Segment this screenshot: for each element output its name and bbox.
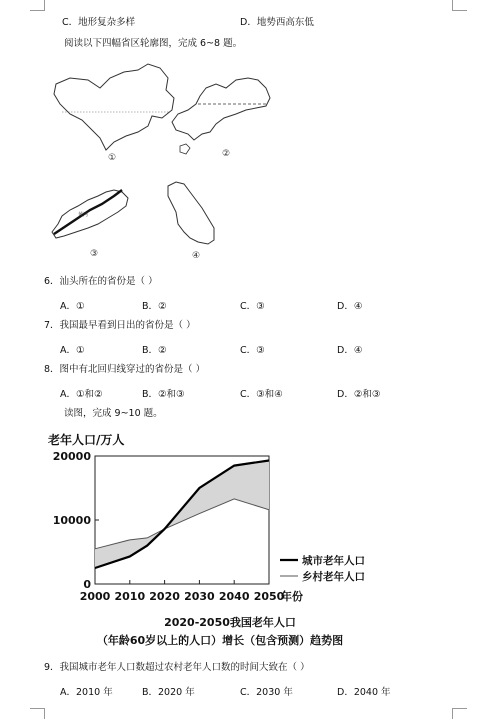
prev-option-c[interactable]: C．地形复杂多样 <box>62 17 136 28</box>
question-9-option-a[interactable]: A．2010 年 <box>60 687 113 698</box>
province-maps <box>48 60 288 265</box>
question-8-stem: 8．图中有北回归线穿过的省份是（ ） <box>44 364 206 375</box>
map-label-1: ① <box>108 153 117 163</box>
question-6-stem: 6．汕头所在的省份是（ ） <box>44 276 158 287</box>
prev-option-d[interactable]: D．地势西高东低 <box>240 17 314 28</box>
province-outline-3 <box>52 190 128 238</box>
question-7-stem: 7．我国最早看到日出的省份是（ ） <box>44 320 196 331</box>
question-6-option-c[interactable]: C．③ <box>240 301 265 312</box>
map-label-4: ④ <box>192 251 201 261</box>
map-label-2: ② <box>222 149 231 159</box>
y-tick-label: 0 <box>83 578 91 591</box>
corner-mark-top-left <box>30 0 45 11</box>
x-tick-label: 2010 <box>114 590 146 603</box>
x-tick-label: 2000 <box>79 590 111 603</box>
x-tick-label: 2030 <box>184 590 215 603</box>
question-8-option-b[interactable]: B．②和③ <box>142 389 185 400</box>
legend-label-urban: 城市老年人口 <box>302 555 365 567</box>
maps-instruction: 阅读以下四幅省区轮廓图，完成 6~8 题。 <box>64 38 243 49</box>
x-tick-label: 2020 <box>149 590 180 603</box>
corner-mark-bottom-right <box>452 708 467 719</box>
question-9-option-c[interactable]: C．2030 年 <box>240 687 293 698</box>
question-7-option-a[interactable]: A．① <box>60 345 85 356</box>
y-tick-label: 10000 <box>52 514 91 527</box>
series-gap-fill <box>95 460 269 568</box>
question-6-option-a[interactable]: A．① <box>60 301 85 312</box>
question-6-option-d[interactable]: D．④ <box>337 301 363 312</box>
question-9-option-b[interactable]: B．2020 年 <box>142 687 195 698</box>
caption-line-2: （年龄60岁以上的人口）增长（包含预测）趋势图 <box>96 634 344 647</box>
question-8-option-c[interactable]: C．③和④ <box>240 389 283 400</box>
question-8-option-a[interactable]: A．①和② <box>60 389 103 400</box>
caption-line-1: 2020-2050我国老年人口 <box>164 616 296 629</box>
legend-label-rural: 乡村老年人口 <box>302 571 365 583</box>
series-line-rural <box>95 499 269 549</box>
chart-instruction: 读图，完成 9~10 题。 <box>64 408 163 419</box>
y-tick-label: 20000 <box>52 450 91 463</box>
question-8-option-d[interactable]: D．②和③ <box>337 389 381 400</box>
x-axis-label: 年份 <box>281 590 303 603</box>
province-outline-2 <box>172 78 270 140</box>
x-tick-label: 2050 <box>253 590 285 603</box>
map-label-3: ③ <box>90 249 99 259</box>
question-7-option-d[interactable]: D．④ <box>337 345 363 356</box>
corner-mark-top-right <box>452 0 467 11</box>
island-2 <box>180 144 190 154</box>
river-label-3: 黄河 <box>78 212 89 218</box>
question-7-option-c[interactable]: C．③ <box>240 345 265 356</box>
province-outline-4 <box>168 182 214 244</box>
x-tick-label: 2040 <box>218 590 250 603</box>
question-6-option-b[interactable]: B．② <box>142 301 167 312</box>
question-9-option-d[interactable]: D．2040 年 <box>337 687 391 698</box>
question-9-stem: 9．我国城市老年人口数超过农村老年人口数的时间大致在（ ） <box>44 662 310 673</box>
question-7-option-b[interactable]: B．② <box>142 345 167 356</box>
y-axis-label: 老年人口/万人 <box>48 433 125 447</box>
elderly-population-chart <box>40 428 440 650</box>
corner-mark-bottom-left <box>30 708 45 719</box>
province-outline-1 <box>54 64 174 150</box>
